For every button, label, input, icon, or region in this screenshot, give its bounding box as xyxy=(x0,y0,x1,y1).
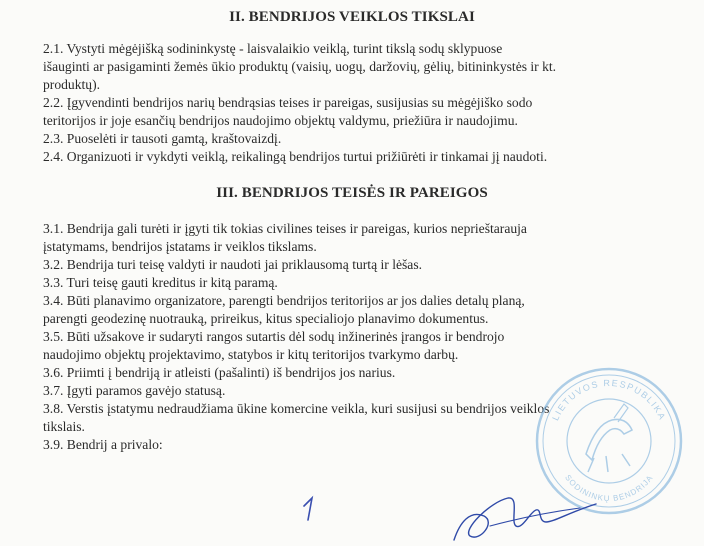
section-3-line: 3.2. Bendrija turi teisę valdyti ir naudoti jai priklausomą turtą ir lėšas. xyxy=(43,257,423,272)
section-3-line: 3.7. Įgyti paramos gavėjo statusą. xyxy=(43,383,226,398)
section-2-line: 2.4. Organizuoti ir vykdyti veiklą, reikalingą bendrijos turtui prižiūrėti ir tinkamai jį naudoti. xyxy=(43,149,548,164)
section-3-line: naudojimo objektų projektavimo, statybos ir kitų teritorijos tvarkymo darbų. xyxy=(43,347,459,362)
section-3-line: 3.6. Priimti į bendriją ir atleisti (pašalinti) iš bendrijos jos narius. xyxy=(43,365,396,380)
section-3-line: 3.3. Turi teisę gauti kreditus ir kitą paramą. xyxy=(43,275,278,290)
section-2-line: 2.3. Puoselėti ir tausoti gamtą, kraštovaizdį. xyxy=(43,131,282,146)
stamp-ring-text: LIETUVOS RESPUBLIKA xyxy=(550,377,668,423)
section-3-line: įstatymams, bendrijos įstatams ir veiklos tikslams. xyxy=(43,239,317,254)
section-3-line: parengti geodezinę nuotrauką, prireikus, kitus specialiojo planavimo dokumentus. xyxy=(43,311,489,326)
section-3-line: 3.1. Bendrija gali turėti ir įgyti tik tokias civilines teises ir pareigas, kurios neprieštarauja xyxy=(43,221,527,236)
handwritten-page-mark xyxy=(298,494,322,524)
section-3-line: 3.5. Būti užsakove ir sudaryti rangos sutartis dėl sodų inžinerinės įrangos ir bendrojo xyxy=(43,329,505,344)
signature xyxy=(450,482,600,546)
section-2-title: II. BENDRIJOS VEIKLOS TIKSLAI xyxy=(229,9,475,25)
section-3-title: III. BENDRIJOS TEISĖS IR PAREIGOS xyxy=(216,185,488,201)
section-3-line: 3.9. Bendrij a privalo: xyxy=(43,437,163,452)
section-3-line: 3.8. Verstis įstatymu nedraudžiama ūkine komercine veikla, kuri susijusi su bendrijos veiklos xyxy=(43,401,550,416)
stamp-bottom-text: SODININKŲ BENDRIJA xyxy=(563,473,655,504)
svg-text:LIETUVOS RESPUBLIKA xyxy=(550,378,667,422)
section-3-line: 3.4. Būti planavimo organizatore, parengti bendrijos teritorijos ar jos dalies detalų planą, xyxy=(43,293,525,308)
section-2-line: 2.1. Vystyti mėgėjišką sodininkystę - laisvalaikio veiklą, turint tikslą sodų sklypuose xyxy=(43,41,503,56)
section-2-line: teritorijos ir joje esančių bendrijos naudojimo objektų valdymu, priežiūra ir naudojimu. xyxy=(43,113,518,128)
section-2-line: išauginti ar pasigaminti žemės ūkio produktų (vaisių, uogų, daržovių, gėlių, bitininkystės ir kt. xyxy=(43,59,557,74)
section-2-line: produktų). xyxy=(43,77,101,92)
section-3-line: tikslais. xyxy=(43,419,85,434)
section-2-line: 2.2. Įgyvendinti bendrijos narių bendrąsias teises ir pareigas, susijusias su mėgėjiško sodo xyxy=(43,95,533,110)
